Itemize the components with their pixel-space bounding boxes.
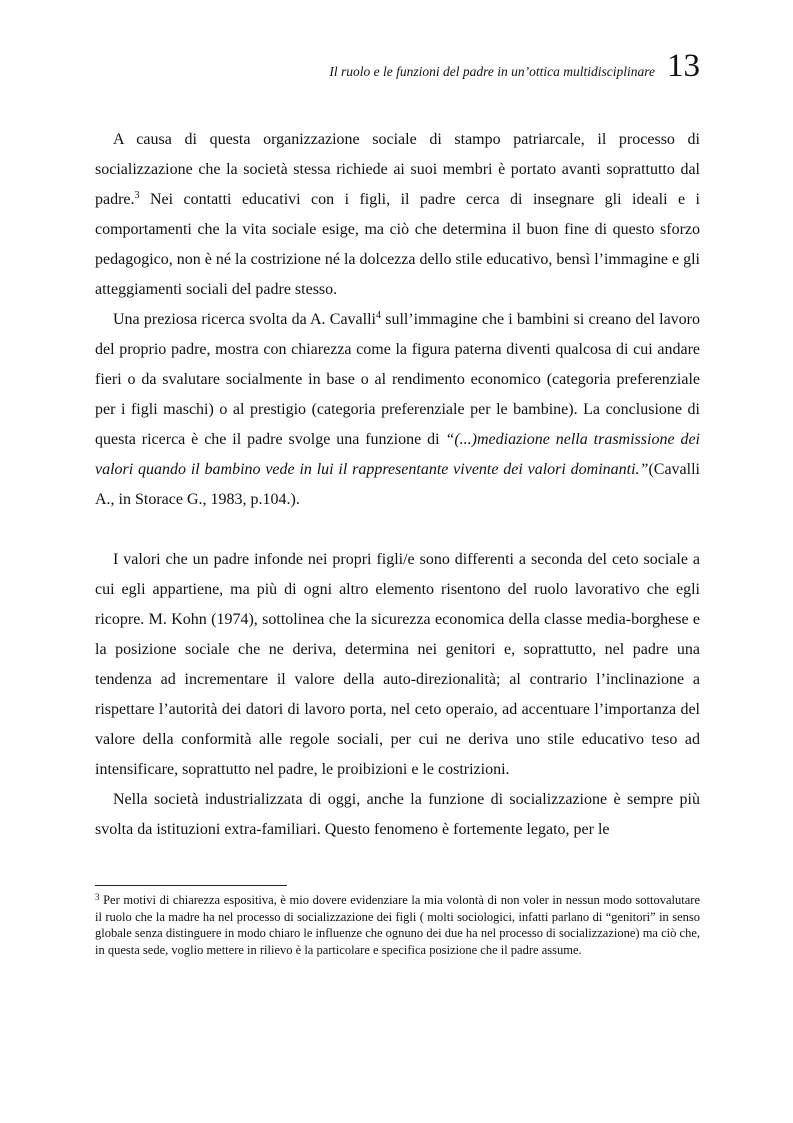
paragraph-1 (95, 125, 700, 305)
paragraph-4: Nella società industrializzata di oggi, anche la funzione di socializzazione è sempre più svolta da istituzioni extra-familiari. Questo fenomeno è fortemente legato, per le (95, 791, 700, 838)
footnote-separator (95, 885, 287, 886)
footnote-ref-3: 3 (134, 190, 140, 201)
citation: (Cavalli A., in Storace G., 1983, p.104.). (95, 461, 700, 508)
paragraph-1-text-continued: Nei contatti educativi con i figli, il padre cerca di insegnare gli ideali e i comportamenti che la vita sociale esige, ma ciò che determina il buon fine di questo sforzo pedagogico, non è né la costrizione né la dolcezza dello stile educativo, bensì l’immagine e gli atteggiamenti sociali del padre stesso. (95, 191, 700, 298)
paragraph-gap (95, 515, 700, 545)
body-text (95, 125, 700, 845)
paragraph-2-text-continued: sull’immagine che i bambini si creano del lavoro del proprio padre, mostra con chiarezza come la figura paterna diventi qualcosa di cui andare fieri o da svalutare socialmente in base o al rendimento economico (categoria preferenziale per i figli maschi) o al prestigio (categoria preferenziale per le bambine). La conclusione di questa ricerca è che il padre svolge una funzione di (95, 311, 701, 448)
quotation: “(...)mediazione nella trasmissione dei valori quando il bambino vede in lui il rappresentante vivente dei valori dominanti.” (95, 431, 700, 478)
footnote-marker: 3 (95, 892, 100, 902)
running-header (0, 48, 700, 88)
page-number: 13 (667, 48, 700, 84)
footnote-3 (95, 892, 700, 958)
paragraph-2 (95, 305, 700, 515)
paragraph-2-text: Una preziosa ricerca svolta da A. Cavalli (113, 311, 376, 328)
footnote-ref-4: 4 (376, 310, 381, 321)
paragraph-1-text: A causa di questa organizzazione sociale di stampo patriarcale, il processo di socializzazione che la società stessa richiede ai suoi membri è portato avanti soprattutto dal padre. (95, 131, 700, 208)
header-title: Il ruolo e le funzioni del padre in un’ottica multidisciplinare (329, 64, 655, 79)
footnote-text: Per motivi di chiarezza espositiva, è mio dovere evidenziare la mia volontà di non voler in nessun modo sottovalutare il ruolo che la madre ha nel processo di socializzazione dei figli ( molti sociologici, infatti parlano di “genitori” in senso globale senza distinguere in modo chiaro le influenze che ognuno dei due ha nel processo di socializzazione) ma ciò che, in questa sede, voglio mettere in rilievo è la particolare e specifica posizione che il padre assume. (95, 893, 700, 957)
paragraph-3: I valori che un padre infonde nei propri figli/e sono differenti a seconda del ceto sociale a cui egli appartiene, ma più di ogni altro elemento risentono del ruolo lavorativo che egli ricopre. M. Kohn (1974), sottolinea che la sicurezza economica della classe media-borghese e la posizione sociale che ne deriva, determina nei genitori e, soprattutto, nel padre una tendenza ad incrementare il valore della auto-direzionalità; al contrario l’inclinazione a rispettare l’autorità dei datori di lavoro porta, nel ceto operaio, ad accentuare l’importanza del valore della conformità alle regole sociali, per cui ne deriva uno stile educativo teso ad intensificare, soprattutto nel padre, le proibizioni e le costrizioni. (95, 551, 700, 778)
